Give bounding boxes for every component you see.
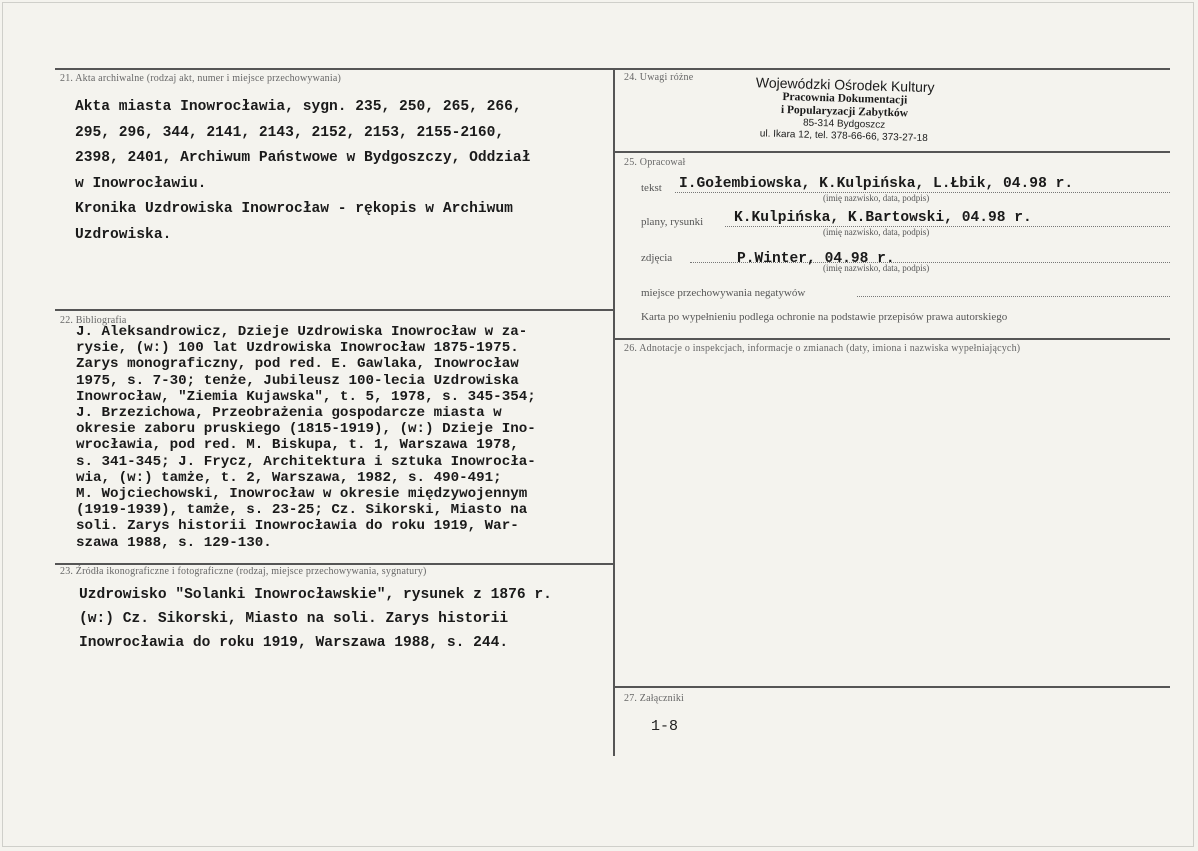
rule-21-22	[55, 309, 613, 311]
section-25-label: 25. Opracował	[624, 157, 686, 168]
section-26-label: 26. Adnotacje o inspekcjach, informacje o zmianach (daty, imiona i nazwiska wypełniających)	[624, 343, 1021, 354]
rule-22-23	[55, 563, 613, 565]
stamp-line-4: 85-314 Bydgoszcz	[802, 117, 886, 131]
attachments-value: 1-8	[651, 718, 679, 735]
row-text-value: I.Gołembiowska, K.Kulpińska, L.Łbik, 04.98 r.	[679, 176, 1074, 192]
section-24-label: 24. Uwagi różne	[624, 72, 694, 83]
row-photos-caption: (imię nazwisko, data, podpis)	[823, 263, 930, 273]
stamp-line-2: Pracownia Dokumentacji	[782, 90, 908, 107]
rule-26-27	[615, 686, 1170, 688]
section-21-text: Akta miasta Inowrocławia, sygn. 235, 250, 265, 266, 295, 296, 344, 2141, 2143, 2152, 2153, 2155-2160, 2398, 2401, Archiwum Państwowe w Bydgoszczy, Oddział w Inowrocławiu. Kronika Uzdrowiska Inowrocław - rękopis w Archiwum Uzdrowiska.	[75, 99, 531, 243]
row-text-caption: (imię nazwisko, data, podpis)	[823, 193, 930, 203]
row-plans-value: K.Kulpińska, K.Bartowski, 04.98 r.	[734, 210, 1032, 226]
row-plans-line	[725, 226, 1170, 227]
rule-25-26	[615, 338, 1170, 340]
section-21-label: 21. Akta archiwalne (rodzaj akt, numer i miejsce przechowywania)	[60, 73, 342, 84]
row-plans-caption: (imię nazwisko, data, podpis)	[823, 227, 930, 237]
stamp-line-5: ul. Ikara 12, tel. 378-66-66, 373-27-18	[759, 128, 928, 145]
section-22-text: J. Aleksandrowicz, Dzieje Uzdrowiska Inowrocław w za- rysie, (w:) 100 lat Uzdrowiska Inowrocław 1875-1975. Zarys monograficzny, pod red. E. Gawlaka, Inowrocław 1975, s. 7-30; tenże, Jubileusz 100-lecia Uzdrowiska Inowrocław, "Ziemia Kujawska", t. 5, 1978, s. 345-354; J. Brzezichowa, Przeobrażenia gospodarcze miasta w okresie zaboru pruskiego (1815-1919), (w:) Dzieje Ino- wrocławia, pod red. M. Biskupa, t. 1, Warszawa 1978, s. 341-345; J. Frycz, Architektura i sztuka Inowrocła- wia, (w:) tamże, t. 2, Warszawa, 1982, s. 490-491; M. Wojciechowski, Inowrocław w okresie międzywojennym (1919-1939), tamże, s. 23-25; Cz. Sikorski, Miasto na soli. Zarys historii Inowrocławia do roku 1919, War- szawa 1988, s. 129-130.	[76, 324, 536, 551]
row-plans-label: plany, rysunki	[641, 216, 704, 228]
section-23-label: 23. Źródła ikonograficzne i fotograficzne (rodzaj, miejsce przechowywania, sygnatury)	[60, 566, 427, 577]
center-divider	[613, 68, 615, 756]
negatives-line	[857, 296, 1170, 297]
section-22-label: 22. Bibliografia	[60, 315, 127, 326]
institution-stamp	[746, 74, 943, 145]
section-27-label: 27. Załączniki	[624, 693, 684, 704]
row-text-label: tekst	[641, 182, 662, 194]
row-photos-value: P.Winter, 04.98 r.	[737, 251, 895, 267]
stamp-line-1: Wojewódzki Ośrodek Kultury	[755, 74, 935, 96]
rule-24-25	[615, 151, 1170, 153]
stamp-line-3: i Popularyzacji Zabytków	[780, 103, 909, 120]
copyright-note: Karta po wypełnieniu podlega ochronie na podstawie przepisów prawa autorskiego	[641, 311, 1008, 323]
section-23-text: Uzdrowisko "Solanki Inowrocławskie", rysunek z 1876 r. (w:) Cz. Sikorski, Miasto na soli. Zarys historii Inowrocławia do roku 1919, Warszawa 1988, s. 244.	[79, 587, 552, 651]
row-photos-label: zdjęcia	[641, 252, 673, 264]
negatives-label: miejsce przechowywania negatywów	[641, 287, 806, 299]
